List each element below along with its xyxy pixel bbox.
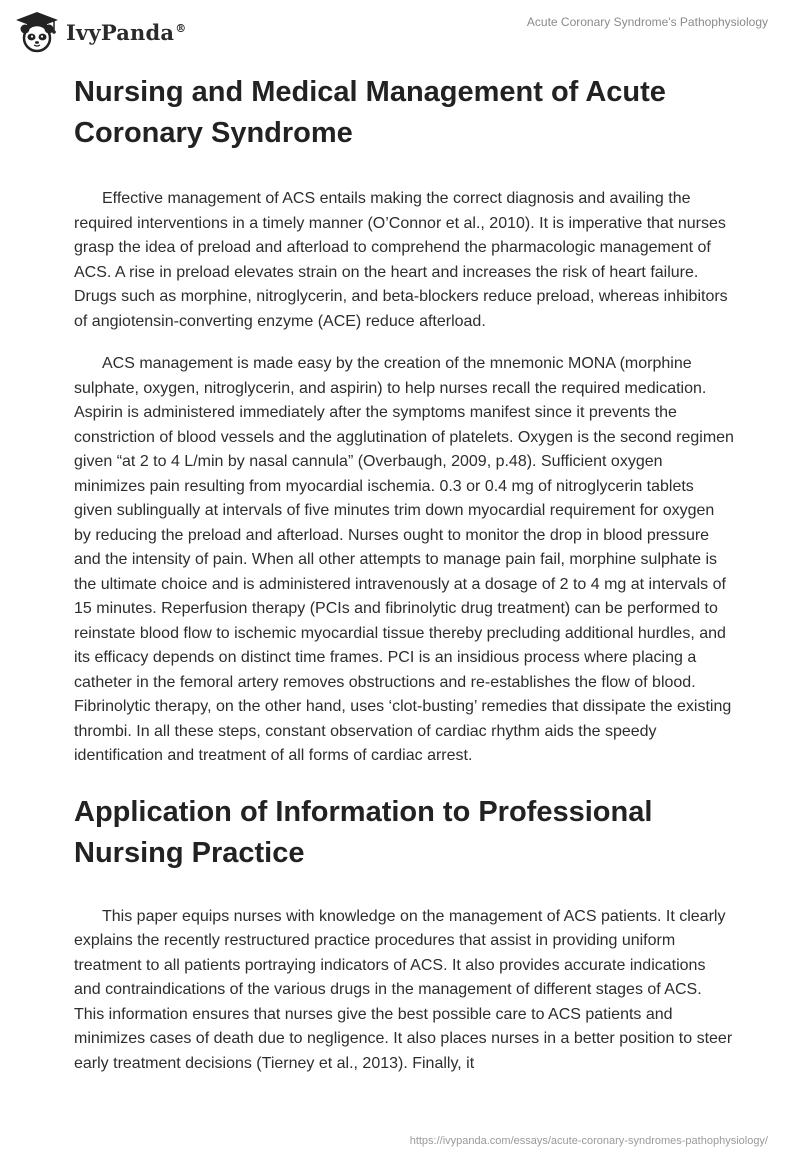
logo-wordmark: IvyPanda® [66, 19, 187, 45]
panda-graduate-icon [14, 10, 60, 54]
section-heading: Application of Information to Professional Nursing Practice [74, 795, 653, 869]
running-title: Acute Coronary Syndrome's Pathophysiology [526, 15, 768, 29]
paragraph: ACS management is made easy by the creation of the mnemonic MONA (morphine sulphate, oxygen, nitroglycerin, and aspirin) to help nurses recall the required medication. Aspirin is administered immediately after the symptoms manifest since it prevents the constriction of blood vessels and the agglutination of platelets. Oxygen is the second regimen given “at 2 to 4 L/min by nasal cannula” (Overbaugh, 2009, p.48). Sufficient oxygen minimizes pain resulting from myocardial ischemia. 0.3 or 0.4 mg of nitroglycerin tablets given sublingually at intervals of five minutes trim down myocardial requirement for oxygen by reducing the preload and afterload. Nurses ought to monitor the drop in blood pressure and the intensity of pain. When all other attempts to manage pain fail, morphine sulphate is the ultimate choice and is administered intravenously at a dosage of 2 to 4 mg at intervals of 15 minutes. Reperfusion therapy (PCIs and fibrinolytic drug treatment) can be performed to reinstate blood flow to ischemic myocardial tissue thereby precluding additional hurdles, and its efficacy depends on distinct time frames. PCI is an insidious process where placing a catheter in the femoral artery removes obstructions and re-establishes the flow of blood. Fibrinolytic therapy, on the other hand, uses ‘clot-busting’ remedies that dissipate the existing thrombi. In all these steps, constant observation of cardiac rhythm aids the speedy identification and treatment of all forms of cardiac arrest. [74, 355, 734, 764]
registered-mark: ® [175, 21, 187, 35]
article-body [74, 72, 734, 1076]
ivypanda-logo[interactable] [14, 10, 186, 54]
source-url-link[interactable]: https://ivypanda.com/essays/acute-coronary-syndromes-pathophysiology/ [409, 1135, 768, 1147]
paragraph: This paper equips nurses with knowledge on the management of ACS patients. It clearly explains the recently restructured practice procedures that assist in providing uniform treatment to all patients portraying indicators of ACS. It also provides accurate indications and contraindications of the various drugs in the management of different stages of ACS. This information ensures that nurses give the best possible care to ACS patients and minimizes cases of death due to negligence. It also places nurses in a better position to steer early treatment decisions (Tierney et al., 2013). Finally, it [74, 907, 733, 1072]
section-heading: Nursing and Medical Management of Acute Coronary Syndrome [74, 76, 666, 149]
page-header [0, 0, 800, 68]
paragraph: Effective management of ACS entails making the correct diagnosis and availing the required interventions in a timely manner (O’Connor et al., 2010). It is imperative that nurses grasp the idea of preload and afterload to comprehend the pharmacologic management of ACS. A rise in preload elevates strain on the heart and increases the risk of heart failure. Drugs such as morphine, nitroglycerin, and beta-blockers reduce preload, whereas inhibitors of angiotensin-converting enzyme (ACE) reduce afterload. [74, 190, 728, 330]
